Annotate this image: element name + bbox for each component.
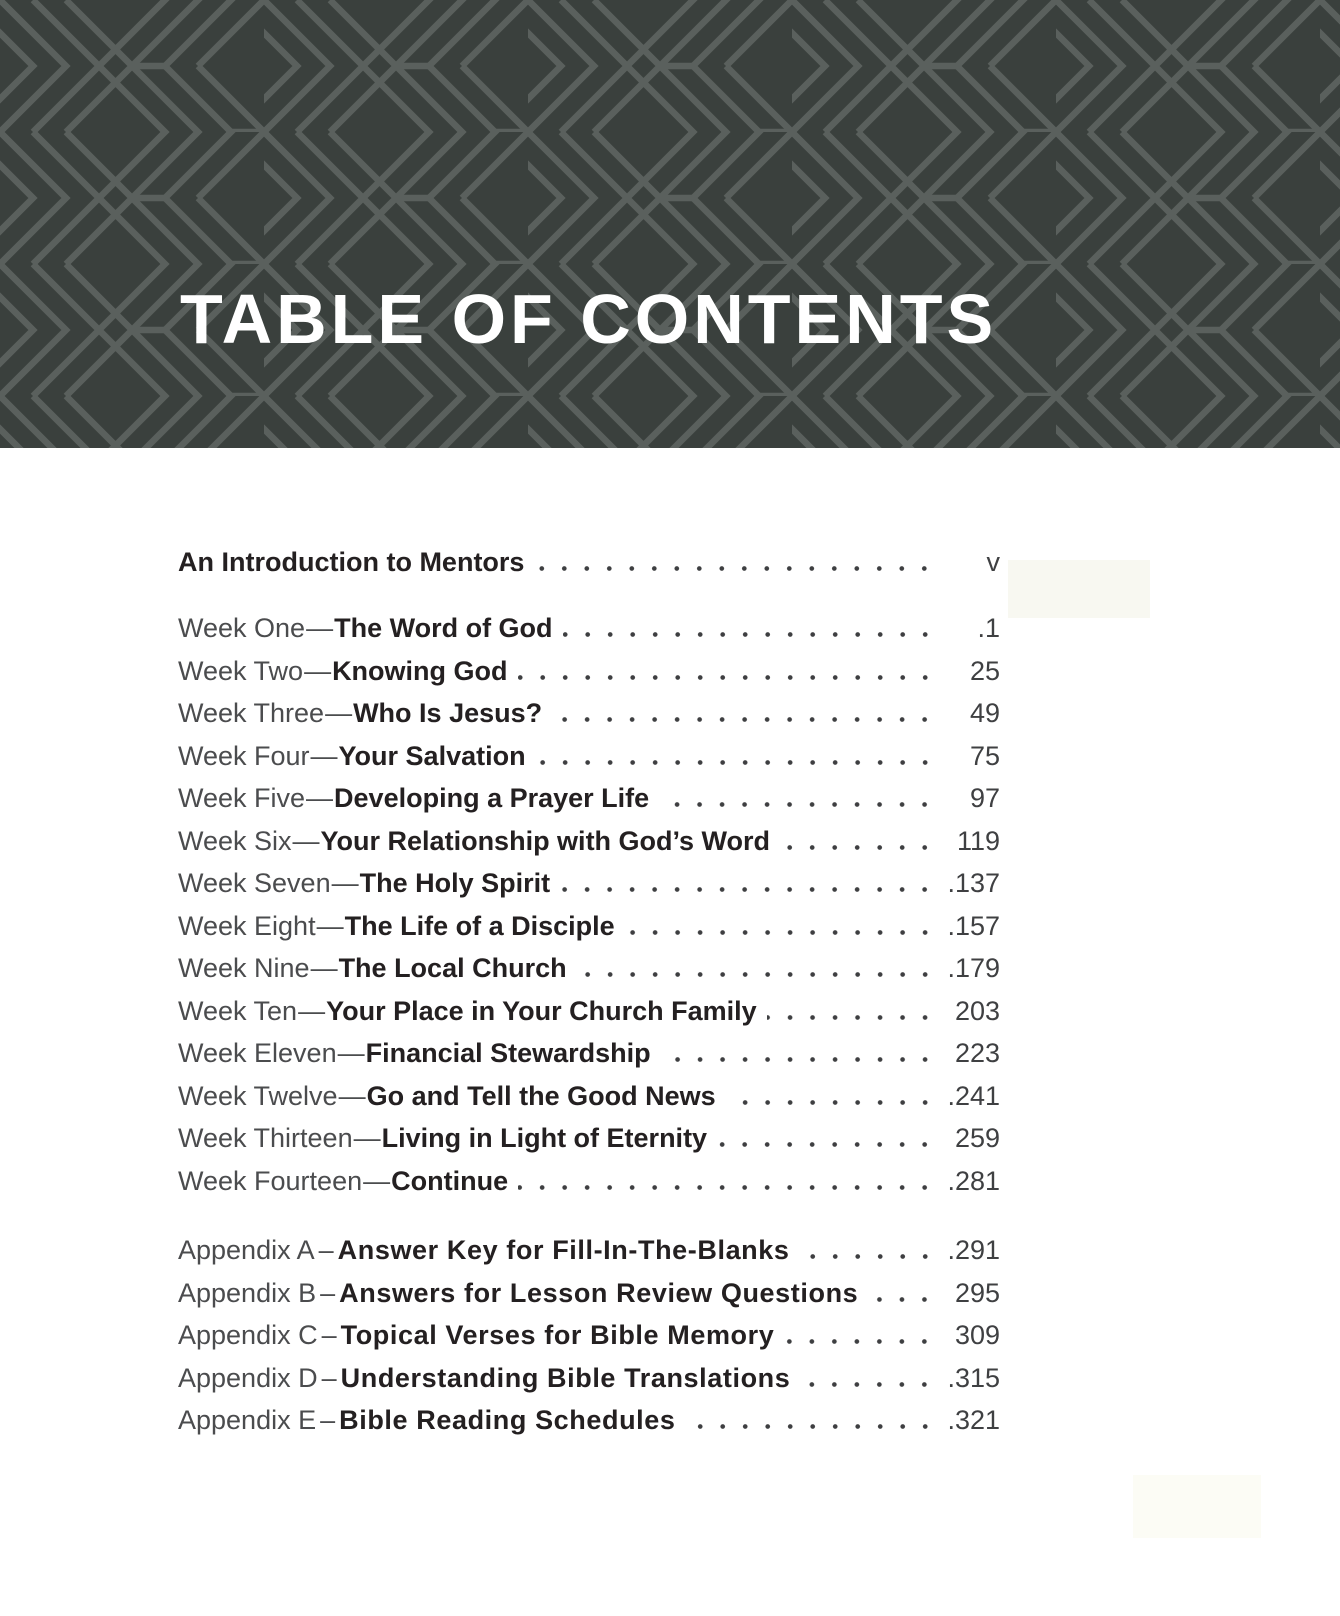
toc-entry	[178, 541, 1000, 584]
dot-leader	[717, 1142, 936, 1147]
entry-prefix: Week Four	[178, 740, 310, 771]
entry-prefix: Week Seven	[178, 868, 331, 898]
dot-leader	[625, 930, 936, 935]
entry-title: Topical Verses for Bible Memory	[340, 1320, 775, 1350]
toc-entry	[178, 905, 1000, 948]
entry-prefix: Week Fourteen	[178, 1165, 363, 1196]
entry-page-number: .241	[947, 1080, 1000, 1111]
entry-dash: —	[338, 1080, 366, 1111]
entry-prefix: Appendix E	[178, 1405, 317, 1435]
dot-leader	[726, 1100, 936, 1105]
dot-leader	[577, 972, 936, 977]
entry-dash: –	[318, 1235, 334, 1265]
entry-dash: —	[292, 825, 320, 856]
entry-label	[178, 990, 757, 1033]
entry-title: Understanding Bible Translations	[340, 1362, 791, 1393]
toc-entry	[178, 990, 1000, 1033]
entry-page-number: .179	[947, 953, 1000, 983]
dot-leader	[536, 760, 936, 765]
entry-page-number: 49	[969, 698, 1000, 728]
entry-label	[178, 650, 508, 693]
entry-label	[178, 1032, 651, 1075]
entry-label	[178, 1075, 716, 1118]
entry-label	[178, 1272, 858, 1315]
entry-title: Your Relationship with God’s Word	[320, 825, 771, 856]
dot-leader	[552, 717, 936, 722]
entry-prefix: Week Twelve	[178, 1080, 338, 1111]
entry-title: The Life of a Disciple	[344, 910, 615, 941]
entry-dash: —	[331, 868, 359, 898]
toc-entry	[178, 947, 1000, 990]
toc-entry	[178, 692, 1000, 735]
entry-dash: —	[363, 1165, 391, 1196]
scan-artifact	[1008, 560, 1150, 618]
entry-prefix: Week Six	[178, 825, 292, 856]
entry-page-number: .291	[947, 1235, 1000, 1265]
entry-title: Developing a Prayer Life	[334, 783, 650, 813]
dot-leader	[686, 1424, 936, 1429]
entry-title: The Local Church	[338, 953, 567, 983]
entry-page-number: 259	[954, 1123, 1000, 1153]
entry-dash: —	[337, 1038, 365, 1068]
entry-page-number: 97	[969, 783, 1000, 813]
entry-prefix: Appendix D	[178, 1362, 318, 1393]
entry-label	[178, 541, 524, 584]
entry-label	[178, 1314, 774, 1357]
entry-title: Knowing God	[332, 655, 508, 686]
entry-prefix: Appendix B	[178, 1277, 317, 1308]
entry-dash: –	[321, 1320, 337, 1350]
toc-entry	[178, 1117, 1000, 1160]
dot-leader	[784, 1339, 936, 1344]
entry-dash: –	[320, 1405, 336, 1435]
entry-title: The Holy Spirit	[359, 868, 551, 898]
entry-page-number: .315	[947, 1362, 1000, 1393]
entry-page-number: .281	[947, 1165, 1000, 1196]
dot-leader	[800, 1382, 936, 1387]
entry-page-number: .157	[947, 910, 1000, 941]
entry-dash: —	[306, 783, 334, 813]
entry-page-number: .1	[977, 613, 1000, 643]
entry-label	[178, 1399, 676, 1442]
entry-page-number: 119	[956, 825, 1000, 856]
toc-entry	[178, 735, 1000, 778]
dot-leader	[661, 1057, 936, 1062]
entry-prefix: Week Ten	[178, 995, 298, 1026]
dot-leader	[767, 1015, 936, 1020]
entry-label	[178, 905, 615, 948]
toc-entry	[178, 1399, 1000, 1442]
entry-prefix: Week Two	[178, 655, 304, 686]
entry-title: Go and Tell the Good News	[366, 1080, 716, 1111]
entry-label	[178, 1229, 790, 1272]
dot-leader	[800, 1254, 936, 1259]
header-banner	[0, 0, 1340, 448]
scan-artifact	[1133, 1475, 1261, 1538]
toc-entry	[178, 1160, 1000, 1203]
entry-prefix: Week Eleven	[178, 1038, 337, 1068]
dot-leader	[659, 802, 936, 807]
entry-title: The Word of God	[334, 613, 553, 643]
entry-dash: —	[353, 1123, 381, 1153]
toc-entry	[178, 777, 1000, 820]
entry-dash: —	[304, 655, 332, 686]
entry-dash: —	[316, 910, 344, 941]
entry-page-number: 223	[954, 1038, 1000, 1068]
entry-title: Answer Key for Fill-In-The-Blanks	[337, 1235, 790, 1265]
toc-weeks-section	[178, 607, 1000, 1202]
entry-label	[178, 607, 553, 650]
entry-label	[178, 820, 770, 863]
entry-title: Continue	[391, 1165, 509, 1196]
toc-entry	[178, 820, 1000, 863]
entry-label	[178, 947, 567, 990]
entry-prefix: Week Eight	[178, 910, 316, 941]
dot-leader	[868, 1297, 936, 1302]
entry-label	[178, 1160, 508, 1203]
entry-label	[178, 1357, 790, 1400]
entry-page-number: 309	[954, 1320, 1000, 1350]
herringbone-pattern	[0, 0, 1340, 448]
toc-entry	[178, 1032, 1000, 1075]
entry-title: Who Is Jesus?	[353, 698, 543, 728]
entry-prefix: Appendix C	[178, 1320, 318, 1350]
entry-dash: —	[306, 613, 334, 643]
toc-entry	[178, 1357, 1000, 1400]
entry-title: Answers for Lesson Review Questions	[339, 1277, 859, 1308]
dot-leader	[780, 845, 936, 850]
entry-dash: –	[320, 1277, 336, 1308]
entry-label	[178, 692, 542, 735]
entry-title: An Introduction to Mentors	[178, 547, 525, 577]
entry-title: Financial Stewardship	[365, 1038, 651, 1068]
entry-dash: —	[325, 698, 353, 728]
entry-page-number: 295	[954, 1277, 1000, 1308]
entry-page-number: .321	[947, 1405, 1000, 1435]
entry-dash: —	[298, 995, 326, 1026]
toc-entry	[178, 1075, 1000, 1118]
toc-entry	[178, 1314, 1000, 1357]
entry-dash: —	[310, 740, 338, 771]
entry-page-number: 203	[954, 995, 1000, 1026]
dot-leader	[518, 675, 936, 680]
entry-label	[178, 862, 550, 905]
entry-dash: —	[310, 953, 338, 983]
entry-label	[178, 735, 526, 778]
toc-entry	[178, 650, 1000, 693]
toc-entry	[178, 1229, 1000, 1272]
entry-prefix: Appendix A	[178, 1235, 315, 1265]
toc-entry	[178, 607, 1000, 650]
dot-leader	[518, 1185, 936, 1190]
dot-leader	[563, 632, 936, 637]
toc-appendix-section	[178, 1229, 1000, 1442]
entry-page-number: .137	[947, 868, 1000, 898]
entry-prefix: Week One	[178, 613, 306, 643]
dot-leader	[560, 887, 936, 892]
toc-entry	[178, 862, 1000, 905]
toc-intro-section	[178, 541, 1000, 584]
entry-title: Bible Reading Schedules	[339, 1405, 676, 1435]
entry-label	[178, 777, 649, 820]
entry-dash: –	[321, 1362, 337, 1393]
entry-title: Your Place in Your Church Family	[326, 995, 757, 1026]
page-title: TABLE OF CONTENTS	[180, 280, 998, 358]
entry-prefix: Week Nine	[178, 953, 310, 983]
dot-leader	[534, 566, 936, 571]
entry-title: Your Salvation	[338, 740, 526, 771]
entry-page-number: 75	[969, 740, 1000, 771]
entry-prefix: Week Thirteen	[178, 1123, 353, 1153]
toc-entry	[178, 1272, 1000, 1315]
entry-prefix: Week Three	[178, 698, 325, 728]
entry-label	[178, 1117, 707, 1160]
entry-page-number: 25	[969, 655, 1000, 686]
entry-title: Living in Light of Eternity	[381, 1123, 708, 1153]
entry-page-number: v	[986, 547, 1000, 577]
entry-prefix: Week Five	[178, 783, 306, 813]
